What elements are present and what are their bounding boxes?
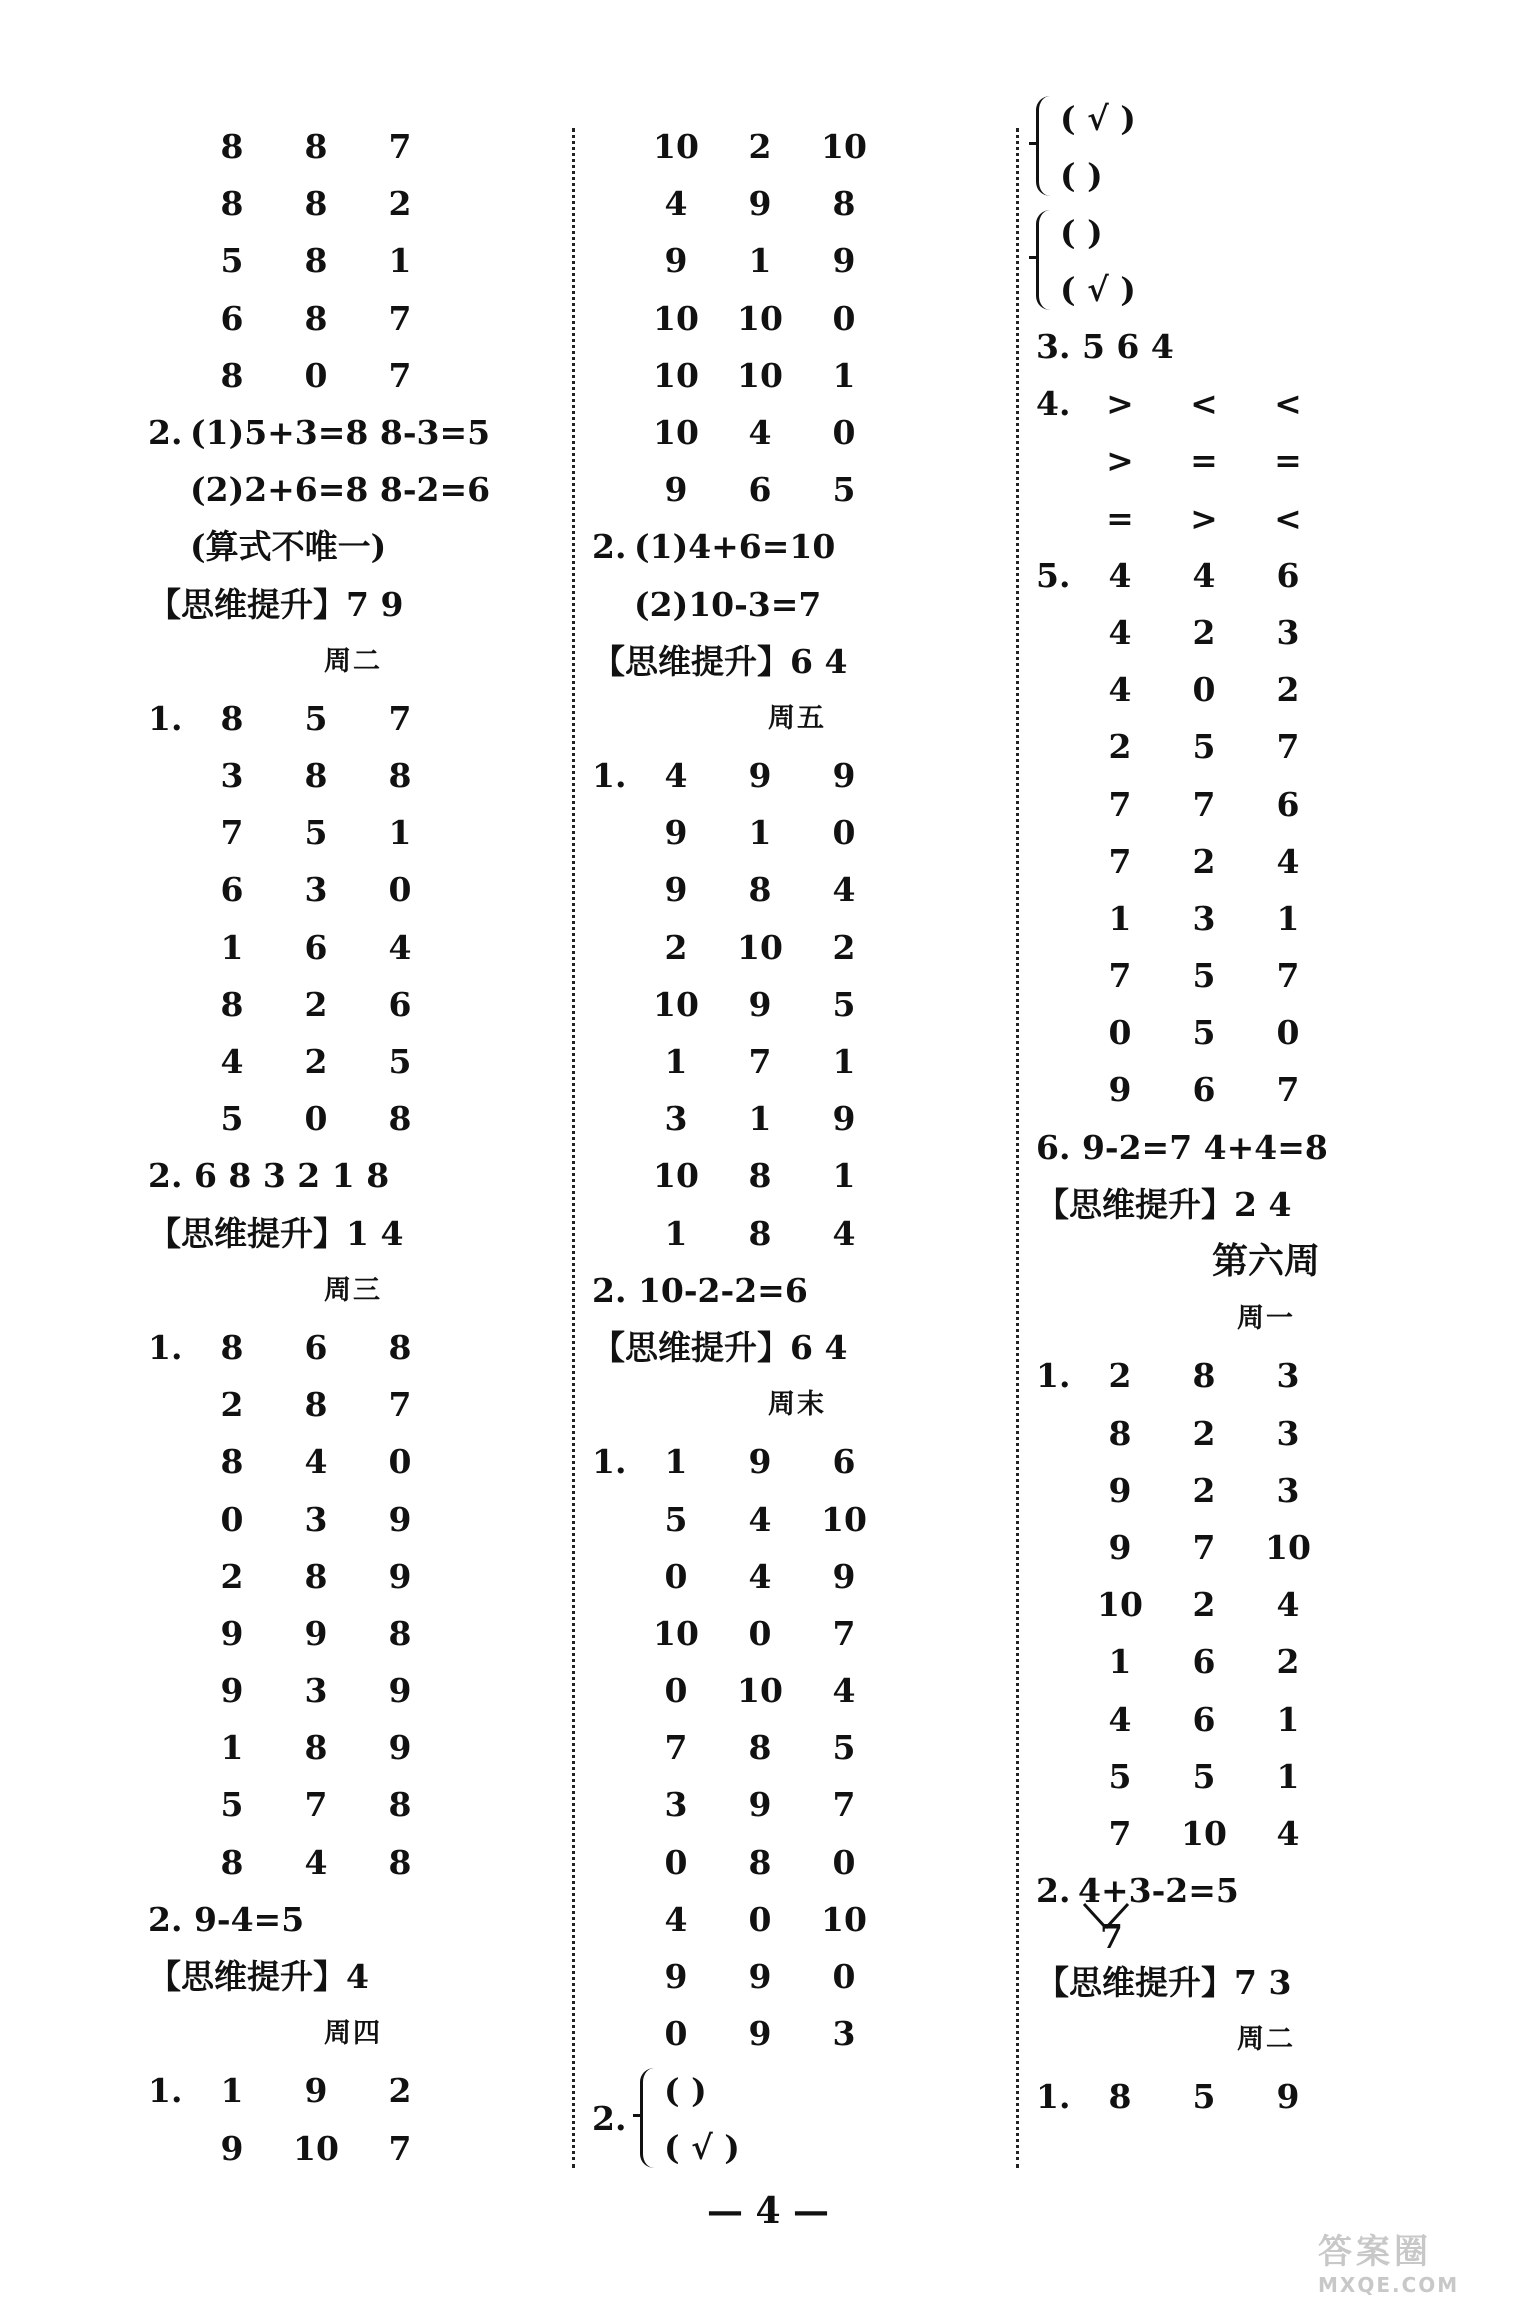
table-row: 7 8 5: [664, 1728, 856, 1768]
number-tree-answer: 2. 4+3-2=5 7: [1036, 1871, 1239, 1957]
answer-table: [1036, 1347, 1496, 1862]
table-row: 4 9 8: [664, 184, 856, 224]
answer-line: 2. (1)4+6=10: [592, 527, 836, 567]
table-row: 3 9 7: [664, 1785, 856, 1825]
answer-table: [1036, 2068, 1496, 2125]
table-row: 9 2 3: [1108, 1470, 1300, 1510]
table-row: 9 9 0: [664, 1957, 856, 1996]
column-divider: [1016, 128, 1019, 2168]
table-row: 1. 4 9 9: [592, 756, 856, 796]
section-heading: 周四: [324, 2018, 382, 2050]
table-row: 10 2 10: [653, 127, 867, 166]
answer-column-3: [1036, 90, 1496, 2126]
table-row: 1 7 1: [664, 1042, 856, 1081]
answer-table: [592, 747, 1002, 1262]
table-row: 0 10 4: [664, 1671, 856, 1711]
table-row: 10 8 1: [653, 1156, 856, 1196]
answer-line: 6. 9-2=7 4+4=8: [1036, 1127, 1328, 1167]
week-title: 第六周: [1211, 1240, 1320, 1282]
answer-table: [148, 1319, 558, 1891]
table-row: 10 4 0: [653, 412, 856, 452]
table-row: 10 0 7: [653, 1613, 856, 1653]
table-row: 9 8 4: [664, 870, 856, 910]
table-row: 9 1 0: [664, 813, 856, 853]
continued-table: [592, 118, 1002, 518]
thinking-boost: 【思维提升】1 4: [148, 1213, 404, 1253]
table-row: 5 4 10: [664, 1499, 867, 1539]
table-row: 9 1 9: [664, 241, 856, 281]
table-row: 9 9 8: [220, 1613, 412, 1653]
answer-column-2: [592, 118, 1002, 2176]
table-row: 8 2 3: [1108, 1413, 1300, 1453]
table-row: 7 5 1: [220, 813, 412, 853]
table-row: 4 0 10: [664, 1899, 867, 1939]
table-row: 7 7 6: [1108, 784, 1300, 824]
table-row: 0 3 9: [220, 1499, 412, 1539]
table-row: 7 5 7: [1108, 956, 1300, 996]
table-row: 1 8 9: [220, 1728, 412, 1768]
answer-line: 2. 6 8 3 2 1 8: [148, 1156, 390, 1196]
table-row: 2 5 7: [1108, 727, 1300, 767]
table-row: 8 4 8: [220, 1842, 412, 1882]
table-row: 1 6 4: [220, 927, 412, 967]
table-row: 6 8 7: [220, 298, 412, 338]
answer-line: (2)10-3=7: [634, 584, 822, 624]
table-row: 5. 4 4 6: [1036, 555, 1300, 595]
table-row: 7 10 4: [1108, 1813, 1300, 1853]
section-heading: 周二: [1237, 2024, 1295, 2056]
table-row: 1 6 2: [1108, 1642, 1300, 1682]
table-row: 3 8 8: [220, 756, 412, 796]
table-row: 7 2 4: [1108, 841, 1300, 881]
table-row: 0 4 9: [664, 1556, 856, 1596]
choice-brace-answer: ( ) ( √ ): [1036, 204, 1496, 318]
table-row: 6 3 0: [220, 870, 412, 910]
answer-table: [148, 2062, 558, 2176]
table-row: 8 8 7: [220, 127, 412, 166]
table-row: 2 8 9: [220, 1556, 412, 1596]
answer-line: 2. 10-2-2=6: [592, 1270, 808, 1310]
answer-table: [1036, 547, 1496, 1119]
answer-line: (2)2+6=8 8-2=6: [190, 470, 491, 510]
table-row: 1. 8 5 9: [1036, 2077, 1300, 2117]
answer-line: 3. 5 6 4: [1036, 327, 1174, 366]
table-row: 8 2 6: [220, 984, 412, 1024]
section-heading: 周一: [1237, 1303, 1295, 1335]
section-heading: 周三: [324, 1274, 382, 1306]
table-row: 0 5 0: [1108, 1013, 1300, 1053]
table-row: 5 0 8: [220, 1099, 412, 1139]
table-row: 1. 1 9 6: [592, 1442, 856, 1482]
table-row: 5 8 1: [220, 241, 412, 281]
table-row: 9 10 7: [220, 2128, 412, 2168]
answer-note: (算式不唯一): [190, 527, 387, 567]
brace-mark: [1036, 96, 1053, 196]
thinking-boost: 【思维提升】6 4: [592, 1327, 848, 1367]
thinking-boost: 【思维提升】7 9: [148, 584, 404, 624]
choice-brace-answer: 2. ( ) ( √ ): [592, 2062, 1002, 2176]
table-row: 8 8 2: [220, 184, 412, 224]
thinking-boost: 【思维提升】2 4: [1036, 1184, 1292, 1224]
table-row: 9 6 7: [1108, 1070, 1300, 1110]
table-row: = > <: [1106, 498, 1302, 538]
thinking-boost: 【思维提升】4: [148, 1957, 369, 1996]
table-row: 3 1 9: [664, 1099, 856, 1139]
table-row: 1 8 4: [664, 1213, 856, 1253]
answer-line: 2. (1)5+3=8 8-3=5: [148, 412, 491, 452]
table-row: 2 10 2: [664, 927, 856, 967]
page-number: — 4 —: [706, 2190, 830, 2232]
column-divider: [572, 128, 575, 2168]
table-row: 9 3 9: [220, 1671, 412, 1711]
thinking-boost: 【思维提升】7 3: [1036, 1963, 1292, 2003]
answer-table: [148, 690, 558, 1148]
table-row: 10 9 5: [653, 984, 856, 1024]
watermark: 答案圈 MXQE.COM: [1318, 2232, 1460, 2297]
table-row: 10 10 1: [653, 355, 856, 395]
table-row: 5 5 1: [1108, 1756, 1300, 1796]
table-row: 1 3 1: [1108, 898, 1300, 938]
table-row: 1. 1 9 2: [148, 2071, 412, 2111]
table-row: 9 6 5: [664, 470, 856, 510]
table-row: 9 7 10: [1108, 1527, 1311, 1567]
table-row: 4 2 5: [220, 1042, 412, 1081]
table-row: 2 8 7: [220, 1385, 412, 1425]
choice-brace-answer: ( √ ) ( ): [1036, 90, 1496, 204]
brace-mark: [1036, 210, 1053, 310]
table-row: 4 0 2: [1108, 670, 1300, 710]
brace-mark: [640, 2068, 657, 2168]
section-heading: 周五: [768, 702, 826, 734]
table-row: 10 10 0: [653, 298, 856, 338]
table-row: 8 0 7: [220, 355, 412, 395]
compare-table: [1036, 375, 1496, 547]
table-row: 4 6 1: [1108, 1699, 1300, 1739]
answer-column-1: [148, 118, 558, 2177]
continued-table: [148, 118, 558, 404]
table-row: 1. 8 5 7: [148, 698, 412, 738]
answer-line: 2. 9-4=5: [148, 1899, 305, 1939]
section-heading: 周末: [768, 1389, 826, 1421]
table-row: 10 2 4: [1097, 1585, 1300, 1625]
table-row: 4 2 3: [1108, 612, 1300, 652]
table-row: 5 7 8: [220, 1785, 412, 1825]
table-row: 1. 2 8 3: [1036, 1356, 1300, 1396]
table-row: 8 4 0: [220, 1442, 412, 1482]
thinking-boost: 【思维提升】6 4: [592, 641, 848, 681]
table-row: 1. 8 6 8: [148, 1327, 412, 1367]
table-row: 0 9 3: [664, 2014, 856, 2054]
section-heading: 周二: [324, 645, 382, 677]
table-row: 4. > < <: [1036, 384, 1302, 424]
table-row: > = =: [1106, 441, 1302, 481]
table-row: 0 8 0: [664, 1842, 856, 1882]
answer-table: [592, 1433, 1002, 2062]
